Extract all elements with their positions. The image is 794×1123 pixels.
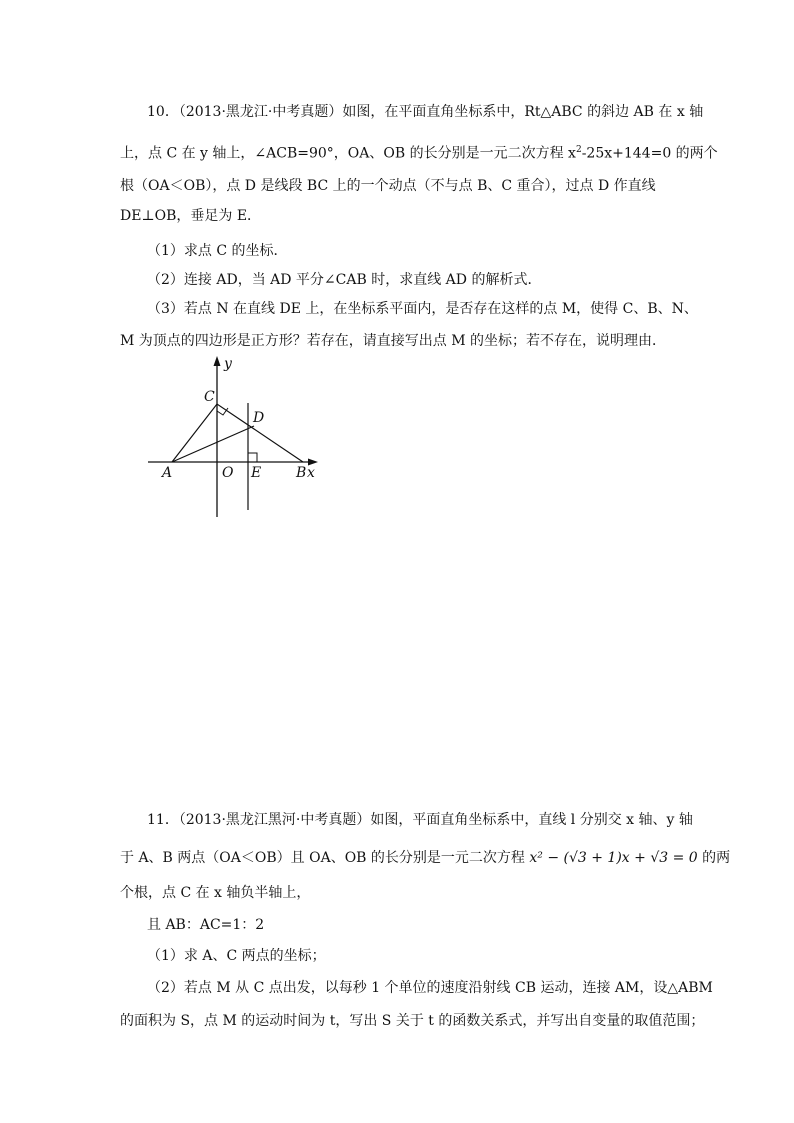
q10-line2-part-b: -25x+144=0 的两个	[581, 145, 718, 162]
q11-line2	[120, 848, 730, 868]
q10-geometry-figure	[140, 350, 340, 525]
right-angle-c	[217, 408, 228, 415]
q11-line3: 个根，点 C 在 x 轴负半轴上，	[120, 885, 311, 901]
q10-line2-superscript: 2	[575, 145, 582, 155]
q10-part2: （2）连接 AD，当 AD 平分∠CAB 时，求直线 AD 的解析式．	[147, 272, 542, 288]
q10-line1: 10．（2013·黑龙江·中考真题）如图，在平面直角坐标系中，Rt△ABC 的斜边 AB 在 x 轴	[147, 104, 704, 120]
q11-part2-line1: （2）若点 M 从 C 点出发，以每秒 1 个单位的速度沿射线 CB 运动，连接 AM，设△ABM	[147, 980, 713, 996]
q11-line1: 11．（2013·黑龙江黑河·中考真题）如图，平面直角坐标系中，直线 l 分别交 x 轴、y 轴	[147, 812, 693, 828]
q10-part3-line1: （3）若点 N 在直线 DE 上，在坐标系平面内，是否存在这样的点 M，使得 C、B、N、	[147, 301, 698, 317]
q10-line4: DE⊥OB，垂足为 E．	[120, 208, 262, 224]
q10-line2-part-a: 上，点 C 在 y 轴上，∠ACB=90°，OA、OB 的长分别是一元二次方程 x	[120, 145, 576, 162]
q10-line2	[120, 140, 718, 164]
q10-line3: 根（OA＜OB），点 D 是线段 BC 上的一个动点（不与点 B、C 重合），过点 D 作直线	[120, 178, 656, 194]
q10-part3-line2: M 为顶点的四边形是正方形？若存在，请直接写出点 M 的坐标；若不存在，说明理由．	[120, 333, 667, 349]
label-c: C	[204, 389, 215, 405]
q11-line4: 且 AB：AC=1：2	[147, 917, 265, 933]
label-o: O	[222, 465, 234, 481]
q11-part2-line2: 的面积为 S，点 M 的运动时间为 t，写出 S 关于 t 的函数关系式，并写出自变量的取值范围；	[120, 1013, 705, 1029]
label-d: D	[253, 410, 265, 426]
y-axis-arrow	[214, 356, 221, 366]
segment-ad	[172, 426, 254, 462]
label-y: y	[224, 356, 232, 372]
label-b: B	[296, 465, 307, 481]
q11-part1: （1）求 A、C 两点的坐标；	[147, 948, 326, 964]
label-x: x	[307, 465, 315, 481]
q11-line2-part-b: 的两	[702, 850, 731, 866]
label-a: A	[162, 465, 173, 481]
label-e: E	[251, 465, 262, 481]
q11-equation: x² − (√3 + 1)x + √3 = 0	[529, 850, 698, 866]
q11-line2-part-a: 于 A、B 两点（OA＜OB）且 OA、OB 的长分别是一元二次方程	[120, 850, 525, 866]
right-angle-e	[248, 453, 257, 462]
q10-part1: （1）求点 C 的坐标．	[147, 243, 288, 259]
